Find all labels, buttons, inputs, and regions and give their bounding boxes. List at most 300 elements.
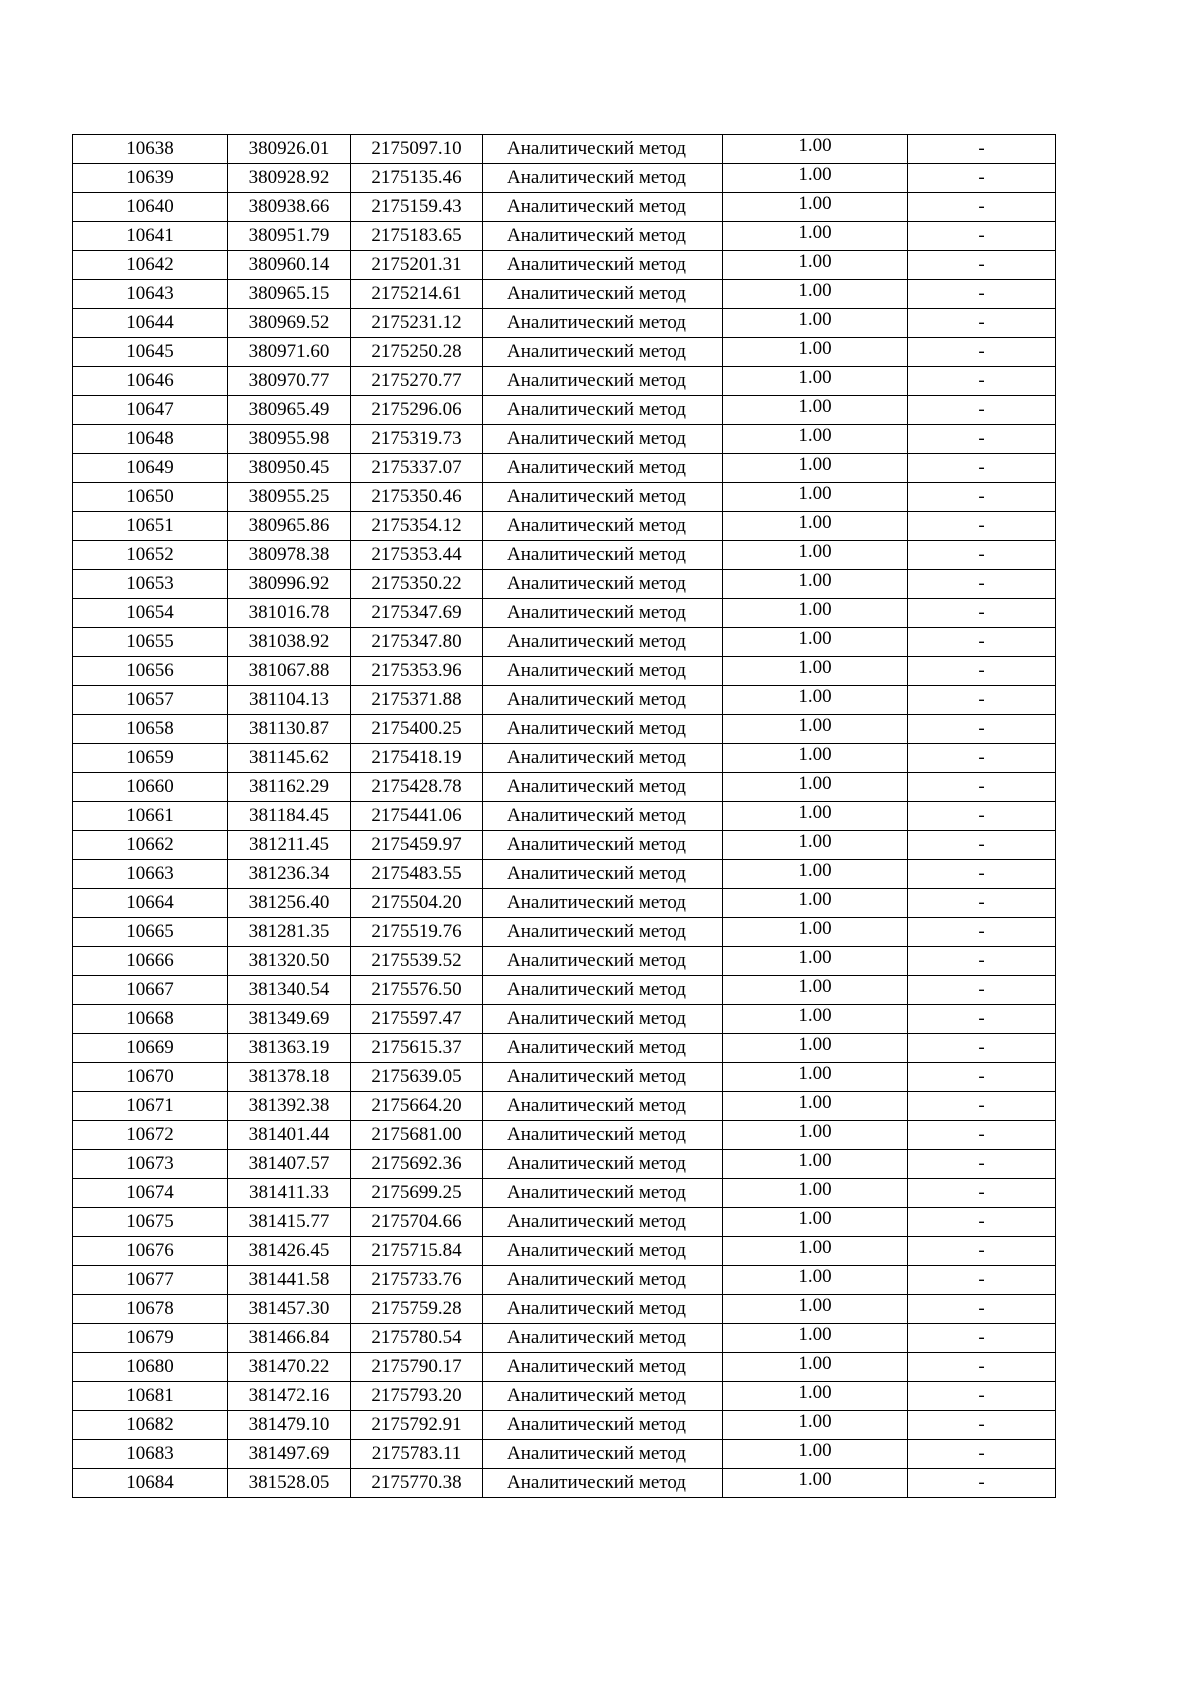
- description-cell: -: [908, 1179, 1056, 1208]
- accuracy-cell: 1.00: [723, 367, 908, 396]
- accuracy-cell: 1.00: [723, 396, 908, 425]
- y-coordinate-cell: 2175350.22: [351, 570, 483, 599]
- x-coordinate-cell: 381479.10: [228, 1411, 351, 1440]
- x-coordinate-cell: 380938.66: [228, 193, 351, 222]
- point-number-cell: 10647: [73, 396, 228, 425]
- description-cell: -: [908, 976, 1056, 1005]
- method-cell: Аналитический метод: [483, 802, 723, 831]
- method-cell: Аналитический метод: [483, 1063, 723, 1092]
- method-cell: Аналитический метод: [483, 1324, 723, 1353]
- x-coordinate-cell: 381016.78: [228, 599, 351, 628]
- y-coordinate-cell: 2175371.88: [351, 686, 483, 715]
- description-cell: -: [908, 483, 1056, 512]
- y-coordinate-cell: 2175441.06: [351, 802, 483, 831]
- description-cell: -: [908, 338, 1056, 367]
- point-number-cell: 10669: [73, 1034, 228, 1063]
- y-coordinate-cell: 2175350.46: [351, 483, 483, 512]
- x-coordinate-cell: 380965.49: [228, 396, 351, 425]
- table-row: [73, 1324, 1056, 1353]
- method-cell: Аналитический метод: [483, 338, 723, 367]
- y-coordinate-cell: 2175483.55: [351, 860, 483, 889]
- table-row: [73, 715, 1056, 744]
- method-cell: Аналитический метод: [483, 889, 723, 918]
- coordinates-table: [72, 134, 1056, 1498]
- y-coordinate-cell: 2175759.28: [351, 1295, 483, 1324]
- accuracy-cell: 1.00: [723, 483, 908, 512]
- description-cell: -: [908, 1382, 1056, 1411]
- accuracy-cell: 1.00: [723, 1324, 908, 1353]
- accuracy-cell: 1.00: [723, 222, 908, 251]
- x-coordinate-cell: 381340.54: [228, 976, 351, 1005]
- point-number-cell: 10673: [73, 1150, 228, 1179]
- table-row: [73, 1034, 1056, 1063]
- method-cell: Аналитический метод: [483, 628, 723, 657]
- table-row: [73, 860, 1056, 889]
- table-row: [73, 1092, 1056, 1121]
- table-row: [73, 744, 1056, 773]
- y-coordinate-cell: 2175597.47: [351, 1005, 483, 1034]
- description-cell: -: [908, 570, 1056, 599]
- accuracy-cell: 1.00: [723, 889, 908, 918]
- point-number-cell: 10644: [73, 309, 228, 338]
- x-coordinate-cell: 381407.57: [228, 1150, 351, 1179]
- point-number-cell: 10682: [73, 1411, 228, 1440]
- x-coordinate-cell: 380926.01: [228, 135, 351, 164]
- y-coordinate-cell: 2175428.78: [351, 773, 483, 802]
- accuracy-cell: 1.00: [723, 135, 908, 164]
- method-cell: Аналитический метод: [483, 280, 723, 309]
- table-row: [73, 367, 1056, 396]
- description-cell: -: [908, 1005, 1056, 1034]
- accuracy-cell: 1.00: [723, 1295, 908, 1324]
- method-cell: Аналитический метод: [483, 1005, 723, 1034]
- method-cell: Аналитический метод: [483, 1121, 723, 1150]
- y-coordinate-cell: 2175539.52: [351, 947, 483, 976]
- y-coordinate-cell: 2175135.46: [351, 164, 483, 193]
- accuracy-cell: 1.00: [723, 715, 908, 744]
- y-coordinate-cell: 2175780.54: [351, 1324, 483, 1353]
- method-cell: Аналитический метод: [483, 744, 723, 773]
- description-cell: -: [908, 628, 1056, 657]
- table-row: [73, 483, 1056, 512]
- description-cell: -: [908, 309, 1056, 338]
- x-coordinate-cell: 380955.25: [228, 483, 351, 512]
- description-cell: -: [908, 512, 1056, 541]
- table-row: [73, 164, 1056, 193]
- y-coordinate-cell: 2175337.07: [351, 454, 483, 483]
- x-coordinate-cell: 381426.45: [228, 1237, 351, 1266]
- point-number-cell: 10659: [73, 744, 228, 773]
- accuracy-cell: 1.00: [723, 1150, 908, 1179]
- accuracy-cell: 1.00: [723, 599, 908, 628]
- accuracy-cell: 1.00: [723, 802, 908, 831]
- point-number-cell: 10639: [73, 164, 228, 193]
- accuracy-cell: 1.00: [723, 831, 908, 860]
- method-cell: Аналитический метод: [483, 1092, 723, 1121]
- table-row: [73, 309, 1056, 338]
- x-coordinate-cell: 381401.44: [228, 1121, 351, 1150]
- x-coordinate-cell: 381457.30: [228, 1295, 351, 1324]
- table-row: [73, 425, 1056, 454]
- point-number-cell: 10683: [73, 1440, 228, 1469]
- accuracy-cell: 1.00: [723, 1179, 908, 1208]
- y-coordinate-cell: 2175353.44: [351, 541, 483, 570]
- x-coordinate-cell: 380965.86: [228, 512, 351, 541]
- x-coordinate-cell: 381236.34: [228, 860, 351, 889]
- table-row: [73, 1208, 1056, 1237]
- table-row: [73, 512, 1056, 541]
- x-coordinate-cell: 381392.38: [228, 1092, 351, 1121]
- description-cell: -: [908, 1411, 1056, 1440]
- description-cell: -: [908, 889, 1056, 918]
- accuracy-cell: 1.00: [723, 454, 908, 483]
- y-coordinate-cell: 2175770.38: [351, 1469, 483, 1498]
- y-coordinate-cell: 2175715.84: [351, 1237, 483, 1266]
- table-row: [73, 1179, 1056, 1208]
- x-coordinate-cell: 381067.88: [228, 657, 351, 686]
- x-coordinate-cell: 381184.45: [228, 802, 351, 831]
- x-coordinate-cell: 381470.22: [228, 1353, 351, 1382]
- accuracy-cell: 1.00: [723, 657, 908, 686]
- table-row: [73, 1440, 1056, 1469]
- method-cell: Аналитический метод: [483, 1208, 723, 1237]
- table-row: [73, 1382, 1056, 1411]
- description-cell: -: [908, 425, 1056, 454]
- method-cell: Аналитический метод: [483, 657, 723, 686]
- accuracy-cell: 1.00: [723, 773, 908, 802]
- y-coordinate-cell: 2175699.25: [351, 1179, 483, 1208]
- x-coordinate-cell: 380928.92: [228, 164, 351, 193]
- description-cell: -: [908, 860, 1056, 889]
- description-cell: -: [908, 164, 1056, 193]
- y-coordinate-cell: 2175250.28: [351, 338, 483, 367]
- point-number-cell: 10641: [73, 222, 228, 251]
- description-cell: -: [908, 396, 1056, 425]
- description-cell: -: [908, 135, 1056, 164]
- table-row: [73, 1295, 1056, 1324]
- y-coordinate-cell: 2175733.76: [351, 1266, 483, 1295]
- x-coordinate-cell: 381211.45: [228, 831, 351, 860]
- method-cell: Аналитический метод: [483, 396, 723, 425]
- accuracy-cell: 1.00: [723, 309, 908, 338]
- x-coordinate-cell: 380951.79: [228, 222, 351, 251]
- point-number-cell: 10664: [73, 889, 228, 918]
- table-row: [73, 657, 1056, 686]
- table-row: [73, 396, 1056, 425]
- y-coordinate-cell: 2175783.11: [351, 1440, 483, 1469]
- point-number-cell: 10681: [73, 1382, 228, 1411]
- description-cell: -: [908, 802, 1056, 831]
- point-number-cell: 10638: [73, 135, 228, 164]
- table-row: [73, 1005, 1056, 1034]
- table-row: [73, 599, 1056, 628]
- accuracy-cell: 1.00: [723, 1411, 908, 1440]
- description-cell: -: [908, 831, 1056, 860]
- point-number-cell: 10645: [73, 338, 228, 367]
- method-cell: Аналитический метод: [483, 599, 723, 628]
- table-row: [73, 976, 1056, 1005]
- point-number-cell: 10677: [73, 1266, 228, 1295]
- accuracy-cell: 1.00: [723, 570, 908, 599]
- accuracy-cell: 1.00: [723, 1469, 908, 1498]
- y-coordinate-cell: 2175231.12: [351, 309, 483, 338]
- y-coordinate-cell: 2175504.20: [351, 889, 483, 918]
- description-cell: -: [908, 1266, 1056, 1295]
- method-cell: Аналитический метод: [483, 1469, 723, 1498]
- table-row: [73, 1266, 1056, 1295]
- point-number-cell: 10676: [73, 1237, 228, 1266]
- method-cell: Аналитический метод: [483, 1237, 723, 1266]
- method-cell: Аналитический метод: [483, 251, 723, 280]
- accuracy-cell: 1.00: [723, 1034, 908, 1063]
- y-coordinate-cell: 2175353.96: [351, 657, 483, 686]
- x-coordinate-cell: 381162.29: [228, 773, 351, 802]
- point-number-cell: 10649: [73, 454, 228, 483]
- x-coordinate-cell: 381256.40: [228, 889, 351, 918]
- y-coordinate-cell: 2175664.20: [351, 1092, 483, 1121]
- x-coordinate-cell: 381472.16: [228, 1382, 351, 1411]
- description-cell: -: [908, 1469, 1056, 1498]
- description-cell: -: [908, 1237, 1056, 1266]
- description-cell: -: [908, 454, 1056, 483]
- point-number-cell: 10672: [73, 1121, 228, 1150]
- method-cell: Аналитический метод: [483, 483, 723, 512]
- point-number-cell: 10656: [73, 657, 228, 686]
- method-cell: Аналитический метод: [483, 454, 723, 483]
- table-row: [73, 280, 1056, 309]
- point-number-cell: 10654: [73, 599, 228, 628]
- method-cell: Аналитический метод: [483, 860, 723, 889]
- point-number-cell: 10660: [73, 773, 228, 802]
- accuracy-cell: 1.00: [723, 860, 908, 889]
- accuracy-cell: 1.00: [723, 164, 908, 193]
- description-cell: -: [908, 193, 1056, 222]
- table-row: [73, 541, 1056, 570]
- method-cell: Аналитический метод: [483, 1411, 723, 1440]
- x-coordinate-cell: 381145.62: [228, 744, 351, 773]
- point-number-cell: 10646: [73, 367, 228, 396]
- table-row: [73, 135, 1056, 164]
- accuracy-cell: 1.00: [723, 1237, 908, 1266]
- x-coordinate-cell: 380978.38: [228, 541, 351, 570]
- x-coordinate-cell: 381528.05: [228, 1469, 351, 1498]
- method-cell: Аналитический метод: [483, 1295, 723, 1324]
- table-row: [73, 1469, 1056, 1498]
- description-cell: -: [908, 744, 1056, 773]
- description-cell: -: [908, 1121, 1056, 1150]
- method-cell: Аналитический метод: [483, 1266, 723, 1295]
- y-coordinate-cell: 2175354.12: [351, 512, 483, 541]
- y-coordinate-cell: 2175792.91: [351, 1411, 483, 1440]
- y-coordinate-cell: 2175576.50: [351, 976, 483, 1005]
- accuracy-cell: 1.00: [723, 1121, 908, 1150]
- point-number-cell: 10648: [73, 425, 228, 454]
- description-cell: -: [908, 657, 1056, 686]
- accuracy-cell: 1.00: [723, 1092, 908, 1121]
- point-number-cell: 10658: [73, 715, 228, 744]
- method-cell: Аналитический метод: [483, 1150, 723, 1179]
- accuracy-cell: 1.00: [723, 193, 908, 222]
- table-row: [73, 222, 1056, 251]
- accuracy-cell: 1.00: [723, 541, 908, 570]
- accuracy-cell: 1.00: [723, 918, 908, 947]
- table-row: [73, 831, 1056, 860]
- accuracy-cell: 1.00: [723, 1440, 908, 1469]
- x-coordinate-cell: 381320.50: [228, 947, 351, 976]
- x-coordinate-cell: 381378.18: [228, 1063, 351, 1092]
- method-cell: Аналитический метод: [483, 831, 723, 860]
- method-cell: Аналитический метод: [483, 1034, 723, 1063]
- description-cell: -: [908, 1034, 1056, 1063]
- y-coordinate-cell: 2175183.65: [351, 222, 483, 251]
- x-coordinate-cell: 380950.45: [228, 454, 351, 483]
- x-coordinate-cell: 380969.52: [228, 309, 351, 338]
- method-cell: Аналитический метод: [483, 1179, 723, 1208]
- point-number-cell: 10640: [73, 193, 228, 222]
- table-row: [73, 628, 1056, 657]
- x-coordinate-cell: 381363.19: [228, 1034, 351, 1063]
- method-cell: Аналитический метод: [483, 1440, 723, 1469]
- accuracy-cell: 1.00: [723, 976, 908, 1005]
- point-number-cell: 10650: [73, 483, 228, 512]
- point-number-cell: 10652: [73, 541, 228, 570]
- description-cell: -: [908, 1150, 1056, 1179]
- point-number-cell: 10670: [73, 1063, 228, 1092]
- point-number-cell: 10642: [73, 251, 228, 280]
- point-number-cell: 10653: [73, 570, 228, 599]
- x-coordinate-cell: 380955.98: [228, 425, 351, 454]
- y-coordinate-cell: 2175793.20: [351, 1382, 483, 1411]
- method-cell: Аналитический метод: [483, 135, 723, 164]
- x-coordinate-cell: 381349.69: [228, 1005, 351, 1034]
- method-cell: Аналитический метод: [483, 918, 723, 947]
- y-coordinate-cell: 2175615.37: [351, 1034, 483, 1063]
- x-coordinate-cell: 381441.58: [228, 1266, 351, 1295]
- table-row: [73, 193, 1056, 222]
- point-number-cell: 10662: [73, 831, 228, 860]
- description-cell: -: [908, 1063, 1056, 1092]
- x-coordinate-cell: 381130.87: [228, 715, 351, 744]
- description-cell: -: [908, 918, 1056, 947]
- description-cell: -: [908, 1353, 1056, 1382]
- table-row: [73, 1121, 1056, 1150]
- description-cell: -: [908, 773, 1056, 802]
- y-coordinate-cell: 2175159.43: [351, 193, 483, 222]
- table-row: [73, 454, 1056, 483]
- y-coordinate-cell: 2175097.10: [351, 135, 483, 164]
- accuracy-cell: 1.00: [723, 1005, 908, 1034]
- table-row: [73, 1063, 1056, 1092]
- point-number-cell: 10651: [73, 512, 228, 541]
- accuracy-cell: 1.00: [723, 425, 908, 454]
- method-cell: Аналитический метод: [483, 222, 723, 251]
- y-coordinate-cell: 2175201.31: [351, 251, 483, 280]
- y-coordinate-cell: 2175681.00: [351, 1121, 483, 1150]
- x-coordinate-cell: 380971.60: [228, 338, 351, 367]
- accuracy-cell: 1.00: [723, 1382, 908, 1411]
- x-coordinate-cell: 381466.84: [228, 1324, 351, 1353]
- point-number-cell: 10675: [73, 1208, 228, 1237]
- x-coordinate-cell: 380996.92: [228, 570, 351, 599]
- y-coordinate-cell: 2175296.06: [351, 396, 483, 425]
- description-cell: -: [908, 251, 1056, 280]
- point-number-cell: 10661: [73, 802, 228, 831]
- y-coordinate-cell: 2175459.97: [351, 831, 483, 860]
- description-cell: -: [908, 1208, 1056, 1237]
- description-cell: -: [908, 599, 1056, 628]
- method-cell: Аналитический метод: [483, 976, 723, 1005]
- point-number-cell: 10679: [73, 1324, 228, 1353]
- x-coordinate-cell: 381104.13: [228, 686, 351, 715]
- method-cell: Аналитический метод: [483, 309, 723, 338]
- table-row: [73, 802, 1056, 831]
- table-row: [73, 338, 1056, 367]
- accuracy-cell: 1.00: [723, 628, 908, 657]
- point-number-cell: 10665: [73, 918, 228, 947]
- x-coordinate-cell: 381038.92: [228, 628, 351, 657]
- accuracy-cell: 1.00: [723, 512, 908, 541]
- point-number-cell: 10667: [73, 976, 228, 1005]
- table-row: [73, 1150, 1056, 1179]
- x-coordinate-cell: 381281.35: [228, 918, 351, 947]
- point-number-cell: 10643: [73, 280, 228, 309]
- description-cell: -: [908, 1295, 1056, 1324]
- x-coordinate-cell: 381411.33: [228, 1179, 351, 1208]
- point-number-cell: 10666: [73, 947, 228, 976]
- y-coordinate-cell: 2175519.76: [351, 918, 483, 947]
- point-number-cell: 10671: [73, 1092, 228, 1121]
- x-coordinate-cell: 381415.77: [228, 1208, 351, 1237]
- description-cell: -: [908, 541, 1056, 570]
- point-number-cell: 10655: [73, 628, 228, 657]
- y-coordinate-cell: 2175418.19: [351, 744, 483, 773]
- y-coordinate-cell: 2175347.69: [351, 599, 483, 628]
- y-coordinate-cell: 2175319.73: [351, 425, 483, 454]
- method-cell: Аналитический метод: [483, 715, 723, 744]
- accuracy-cell: 1.00: [723, 744, 908, 773]
- method-cell: Аналитический метод: [483, 773, 723, 802]
- accuracy-cell: 1.00: [723, 1063, 908, 1092]
- x-coordinate-cell: 380965.15: [228, 280, 351, 309]
- accuracy-cell: 1.00: [723, 338, 908, 367]
- table-row: [73, 1411, 1056, 1440]
- y-coordinate-cell: 2175639.05: [351, 1063, 483, 1092]
- method-cell: Аналитический метод: [483, 367, 723, 396]
- method-cell: Аналитический метод: [483, 686, 723, 715]
- table-row: [73, 1237, 1056, 1266]
- accuracy-cell: 1.00: [723, 280, 908, 309]
- point-number-cell: 10678: [73, 1295, 228, 1324]
- method-cell: Аналитический метод: [483, 512, 723, 541]
- y-coordinate-cell: 2175214.61: [351, 280, 483, 309]
- accuracy-cell: 1.00: [723, 251, 908, 280]
- accuracy-cell: 1.00: [723, 947, 908, 976]
- table-row: [73, 251, 1056, 280]
- accuracy-cell: 1.00: [723, 1208, 908, 1237]
- point-number-cell: 10668: [73, 1005, 228, 1034]
- description-cell: -: [908, 1092, 1056, 1121]
- method-cell: Аналитический метод: [483, 1353, 723, 1382]
- description-cell: -: [908, 1440, 1056, 1469]
- description-cell: -: [908, 715, 1056, 744]
- accuracy-cell: 1.00: [723, 1266, 908, 1295]
- description-cell: -: [908, 947, 1056, 976]
- y-coordinate-cell: 2175400.25: [351, 715, 483, 744]
- y-coordinate-cell: 2175790.17: [351, 1353, 483, 1382]
- y-coordinate-cell: 2175704.66: [351, 1208, 483, 1237]
- point-number-cell: 10663: [73, 860, 228, 889]
- method-cell: Аналитический метод: [483, 1382, 723, 1411]
